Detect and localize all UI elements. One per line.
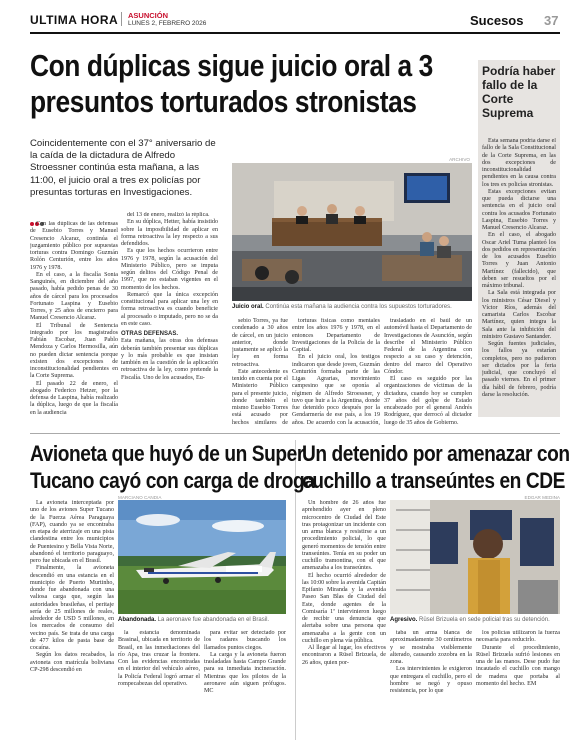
main-column-4 (292, 318, 380, 426)
caption-text: Rüsel Brizuela en sede policial tras su detención. (417, 617, 550, 623)
section-label: ULTIMA HORA (30, 13, 119, 27)
avioneta-photo (118, 500, 286, 614)
avioneta-photo-credit: MARCIANO CANDIA (118, 495, 162, 500)
body-paragraph: sebio Torres, ya fue condenado a 30 años de cárcel, en un juicio anterior, donde justamente se aplicó la ley en forma retroactiva. (232, 318, 288, 368)
header-divider (121, 12, 122, 26)
body-paragraph: Este antecedente es tenido en cuenta por el Ministerio Público para el presente juicio, donde también el mismo Eusebio Torres está acusado por hechos similares de (232, 368, 288, 426)
body-paragraph: En su dúplica, Hetter, había insistido sobre la imposibilidad de aplicar en forma retroactiva la ley respecto a sus defendidos. (121, 219, 218, 247)
sidebar-paragraph: En el caso, el abogado Oscar Ariel Tuma planteó los dos pedidos en representación de los acusados Eusebio Torres y Juan Antonio Martínez (fallecido), que deben ser resueltos por el máximo tribunal. (482, 232, 556, 289)
caption-label: Agresivo. (390, 617, 418, 623)
body-paragraph: Un hombre de 26 años fue aprehendido ayer en pleno microcentro de Ciudad del Este tras protagonizar un incidente con un arma blanca y resistirse a un procedimiento policial, lo que generó momentos de tensión entre transeúntes. Tenía en su poder un cuchillo tramontina, con el que amenazaba a los transeúntes. (302, 500, 386, 572)
avioneta-column-2 (118, 630, 200, 736)
detenido-column-3 (476, 630, 560, 736)
main-headline-line1: Con dúplicas sigue juicio oral a 3 (30, 48, 433, 83)
subhead: OTRAS DEFENSAS. (121, 331, 179, 337)
detenido-photo (390, 500, 560, 614)
caption-label: Abandonada. (118, 617, 157, 623)
detenido-column-1 (302, 500, 386, 736)
body-paragraph: los policías utilizaron la fuerza necesaria para reducirlo. (476, 630, 560, 644)
body-paragraph: En el juicio oral, los testigos indicaron que desde joven, Guzmán Centurión formaba parte de las Ligas Agrarias, movimiento campesino que se oponía al régimen de Alfredo Stroessner, y tuvo que huir a la Argentina, donde fue detenido poco después por la Gendarmería de ese país, a los 19 años. De acuerdo con la acusación, (292, 354, 380, 426)
body-paragraph: trasladado en el baúl de un automóvil hasta el Departamento de Investigaciones de Asunción, según describe el Ministerio Público Federal de la Argentina con respecto a su caso y detención, dentro del marco del Operativo Cóndor. (384, 318, 472, 375)
detenido-photo-credit: EDGAR MEDINA (524, 495, 560, 500)
main-column-3 (232, 318, 288, 426)
detenido-headline-line1: Un detenido por amenazar con (302, 441, 570, 466)
avioneta-headline-line2: Tucano cayó con carga de droga (30, 468, 315, 493)
caption-label: Juicio oral. (232, 304, 264, 310)
courtroom-image (232, 163, 472, 301)
detenido-column-2 (390, 630, 472, 736)
main-column-2 (121, 212, 218, 426)
body-paragraph: del 13 de enero, realizó la réplica. (127, 212, 210, 218)
body-paragraph: La carga y la avioneta fueron trasladadas hasta Campo Grande para su inmediata incineración. Mientras que los pilotos de la aeronave aún siguen prófugos. MC (204, 651, 286, 694)
body-paragraph: Esta mañana, las otras dos defensas deberán también presentar sus dúplicas y lo más probable es que insistan también en la cuestión de la aplicación retroactiva de la ley, como pretende la Fiscalía. Uno de los acusados, Eu- (121, 338, 218, 381)
sidebar-paragraph: Estas excepciones evitan que pueda dictarse una sentencia en el juicio oral contra los acusados Fortunato Laspina, Eusebio Torres y Manuel Cresencio Alcaraz. (482, 188, 556, 231)
body-paragraph: En el caso, a la fiscalía Sonia Sanguinés, en diciembre del año pasado, había pedido penas de 30 años de cárcel para los procesados Fortunato Laspina y Eusebio Torres, y 25 años de encierro para Manuel Cresencio Alcaraz. (30, 271, 118, 322)
main-column-5 (384, 318, 472, 426)
sidebar-paragraph: La Sala está integrada por los ministros César Diesel y Víctor Ríos, además del camarista Carlos Escobar Martínez, quien integra la Sala ante la inhibición del ministro Gustavo Santander. (482, 290, 556, 340)
body-paragraph: la estancia denominada Brasinal, ubicada en territorio de Brasil, en las inmediaciones del río Apa, tras cruzar la frontera. Con las evidencias encontradas en el interior del vehículo aéreo, la Policía Federal logró armar el rompecabezas del operativo. (118, 630, 200, 687)
avioneta-column-1 (30, 500, 114, 736)
lead-paragraph: Coincidentemente con el 37° aniversario de la caída de la dictadura de Alfredo Stroessner continúa esta mañana, a las 11:00, el juicio oral a tres ex policías por presuntas torturas en Investigaciones. (30, 138, 216, 198)
body-paragraph: La avioneta interceptada por uno de los aviones Super Tucano de la Fuerza Aérea Paraguaya (FAP), cuando ya se encontraba en etapa de aterrizaje en una pista clandestina entre los municipios de Puentesino y Bella Vista Norte, abandonó el territorio paraguayo, pero fue ubicada en el Brasil. (30, 500, 114, 564)
body-paragraph: taba un arma blanca de aproximadamente 30 centímetros y se mostraba visiblemente alterado, causando zozobra en la zona. (390, 630, 472, 665)
avioneta-column-3 (204, 630, 286, 736)
body-paragraph: Los intervinientes le exigieron que entregara el cuchillo, pero el hombre se negó y opuso resistencia, por lo que (390, 666, 472, 694)
airplane-image (118, 500, 286, 614)
body-paragraph: Finalmente, la avioneta descendió en una estancia en el municipio de Puerto Murtinho, donde fue abandonada con una valiosa carga que, según las autoridades brasileñas, el peritaje sería de 25 millones de reales, alrededor de USD 5 millones, en los mercados de consumo del vecino país. Se trata de una carga de 477 kilos de pasta base de cocaína. (30, 565, 114, 651)
detenido-photo-caption (390, 617, 550, 623)
caption-text: La aeronave fue abandonada en el Brasil. (156, 617, 270, 623)
photo-credit: ARCHIVO (449, 157, 470, 162)
avioneta-headline-line1: Avioneta que huyó de un Super (30, 441, 304, 466)
main-column-1 (30, 221, 118, 426)
page-number: 37 (544, 13, 559, 28)
main-headline (30, 48, 433, 120)
main-photo-caption (232, 304, 452, 310)
sidebar-text (482, 138, 556, 416)
body-paragraph: torturas físicas como mentales entre los años 1976 y 1978, en el entonces Departamento de Investigaciones de la Policía de la Capital. (292, 318, 380, 353)
avioneta-photo-caption (118, 617, 269, 623)
body-paragraph: Remarcó que la única excepción constitucional para aplicar una ley en forma retroactiva es cuando beneficie al procesado o imputado, pero no se da en este caso. (121, 291, 218, 327)
suspect-image (390, 500, 560, 614)
section-divider (30, 433, 560, 434)
caption-text: Continúa esta mañana la audiencia contra los supuestos torturadores. (263, 304, 452, 310)
detenido-headline-line2: cuchillo a transeúntes en CDE (302, 468, 565, 493)
newspaper-name: ASUNCIÓN (128, 11, 169, 20)
page-header (0, 0, 580, 34)
main-headline-line2: presuntos torturados stronistas (30, 84, 417, 119)
sidebar-paragraph: Según fuentes judiciales, los fallos ya estarían completos, pero no pudieron ser dictados por la feria judicial, que concluyó el pasado viernes. En el primer día hábil de febrero, podría darse la resolución. (482, 341, 556, 398)
body-paragraph: El hecho ocurrió alrededor de las 10:00 sobre la avenida Capitán Epifanio Miranda y la avenida Paseo San Blas de Ciudad del Este, donde agentes de la Comisaría 1ª intervinieron luego de recibir una denuncia que alertaba sobre una persona que amenazaba a la gente con un cuchillo en plena vía pública. (302, 572, 386, 644)
detenido-headline (302, 440, 570, 494)
body-paragraph: El caso es seguido por las organizaciones de víctimas de la dictadura, cuando hoy se cumplen 37 años del golpe de Estado encabezado por el general Andrés Rodríguez, que derrocó al dictador luego de 35 años de Gobierno. (384, 376, 472, 426)
issue-date: LUNES 2, FEBRERO 2026 (128, 20, 207, 27)
body-paragraph: Con las dúplicas de las defensas de Eusebio Torres y Manuel Cresencio Alcaraz, continúa el juzgamiento público por supuestas torturas contra Domingo Guzmán Rolón Centurión, entre los años 1976 y 1978. (30, 221, 118, 271)
sidebar-paragraph: Esta semana podría darse el fallo de la Sala Constitucional de la Corte Suprema, en las dos excepciones de inconstitucionalidad pendientes en la causa contra los tres ex policías stronistas. (482, 138, 556, 188)
body-paragraph: Es que los hechos ocurrieron entre 1976 y 1978, según la acusación del Ministerio Público, pero se imputa según delitos del Código Penal de 1997, que no estaban vigentes en el momento de los hechos. (121, 248, 218, 291)
body-paragraph: Durante el procedimiento, Rüsel Brizuela sufrió lesiones en una de las manos. Dese pudo fue incautado el cuchillo con mango de madera que portaba al momento del hecho. EM (476, 644, 560, 687)
avioneta-headline (30, 440, 314, 494)
section-title: Sucesos (470, 13, 524, 28)
courtroom-photo (232, 163, 472, 301)
body-paragraph: Al llegar al lugar, los efectivos encontraron a Rüsel Brizuela, de 26 años, quien por- (302, 645, 386, 666)
header-rule (30, 32, 560, 34)
body-paragraph: El pasado 22 de enero, el abogado Federico Hetzer, por la defensa de Laspina, había realizado la dúplica, luego de que la fiscalía en la audiencia (30, 380, 118, 416)
sidebar-headline: Podría haber fallo de la Corte Suprema (482, 64, 556, 120)
body-paragraph: El Tribunal de Sentencia integrado por los magistrados Fabián Escobar, Juan Pablo Mendoza y Carlos Hermosilla, aún no pueden dictar sentencia porque existen dos excepciones de inconstitucionalidad pendientes en la Corte Suprema. (30, 322, 118, 380)
body-paragraph: para evitar ser detectado por los radares buscando los llamados puntos ciegos. (204, 630, 286, 651)
body-paragraph: Según los datos recabados, la avioneta con matrícula boliviana CP-298 descendió en (30, 652, 114, 673)
